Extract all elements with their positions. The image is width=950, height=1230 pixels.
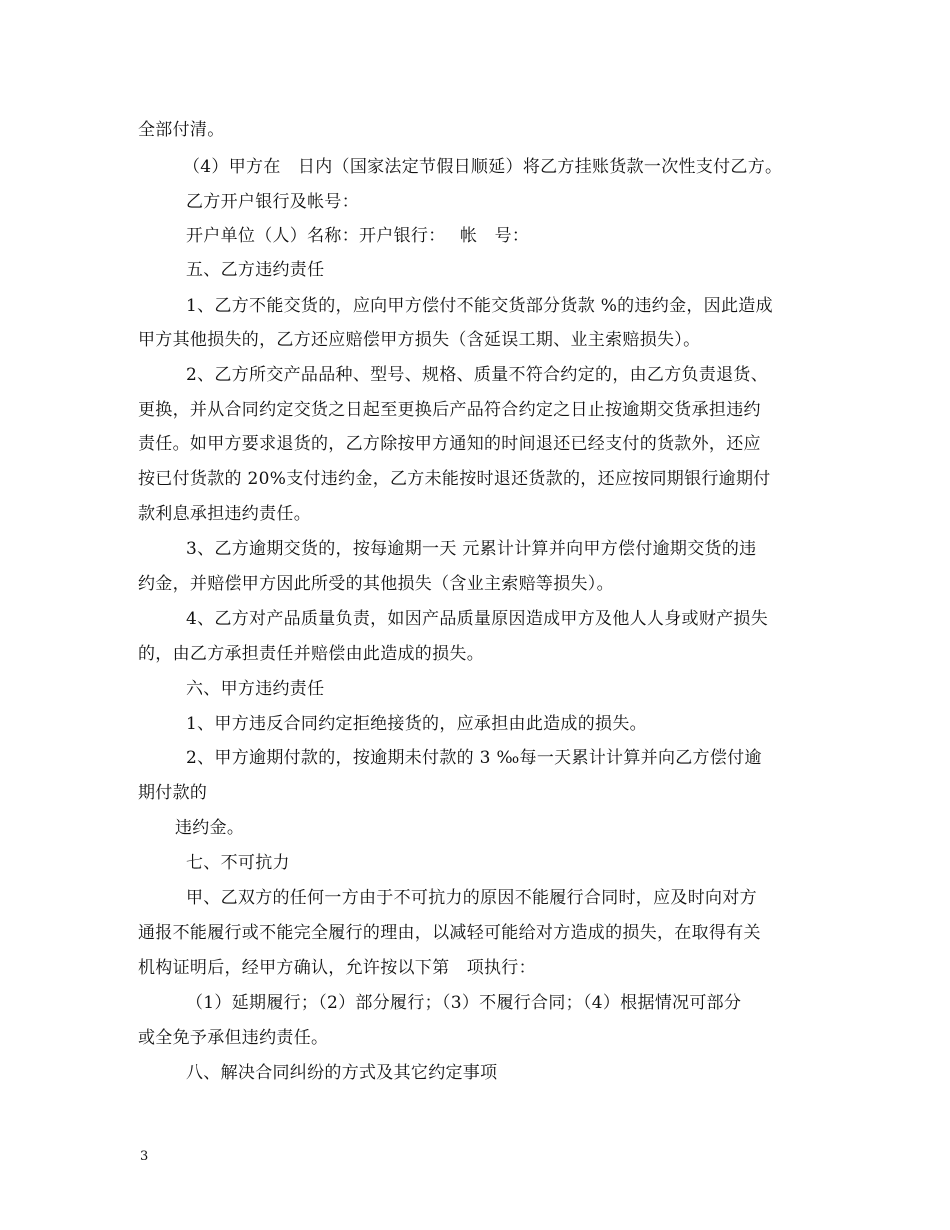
paragraph-line: 乙方开户银行及帐号： [186,192,359,212]
section-heading: 八、解决合同纠纷的方式及其它约定事项 [186,1063,498,1083]
paragraph-line: 1、甲方违反合同约定拒绝接货的，应承担由此造成的损失。 [186,714,647,734]
paragraph-line: 甲、乙双方的任何一方由于不可抗力的原因不能履行合同时，应及时向对方 [186,888,757,908]
paragraph-line: 4、乙方对产品质量负责，如因产品质量原因造成甲方及他人人身或财产损失 [186,609,769,629]
paragraph-line: 更换，并从合同约定交货之日起至更换后产品符合约定之日止按逾期交货承担违约 [138,400,761,420]
paragraph-line: 开户单位（人）名称：开户银行： 帐 号： [186,226,530,246]
paragraph-line: 2、甲方逾期付款的，按逾期未付款的 3 ‰每一天累计计算并向乙方偿付逾 [186,748,762,768]
paragraph-line: 机构证明后，经甲方确认，允许按以下第 项执行： [138,958,536,978]
paragraph-line: （4）甲方在 日内（国家法定节假日顺延）将乙方挂账货款一次性支付乙方。 [183,157,783,177]
paragraph-line: 按已付货款的 20%支付违约金，乙方未能按时退还货款的，还应按同期银行逾期付 [138,469,771,489]
paragraph-line: 的，由乙方承担责任并赔偿由此造成的损失。 [138,644,484,664]
paragraph-line: 或全免予承但违约责任。 [138,1028,329,1048]
section-heading: 六、甲方违约责任 [186,679,325,699]
paragraph-line: 约金，并赔偿甲方因此所受的其他损失（含业主索赔等损失）。 [138,574,614,594]
paragraph-line: 1、乙方不能交货的，应向甲方偿付不能交货部分货款 %的违约金，因此造成 [186,296,773,316]
paragraph-line: 通报不能履行或不能完全履行的理由，以减轻可能给对方造成的损失，在取得有关 [138,923,761,943]
paragraph-line: 违约金。 [175,818,245,838]
section-heading: 五、乙方违约责任 [186,260,325,280]
paragraph-line: 期付款的 [138,783,208,803]
paragraph-line: 款利息承担违约责任。 [138,504,311,524]
paragraph-line: （1）延期履行；（2）部分履行；（3）不履行合同；（4）根据情况可部分 [186,993,742,1013]
paragraph-line: 责任。如甲方要求退货的，乙方除按甲方通知的时间退还已经支付的货款外，还应 [138,434,761,454]
page-number: 3 [140,1149,149,1164]
paragraph-line: 3、乙方逾期交货的，按每逾期一天 元累计计算并向甲方偿付逾期交货的违 [186,539,757,559]
paragraph-line: 2、乙方所交产品品种、型号、规格、质量不符合约定的，由乙方负责退货、 [186,365,769,385]
paragraph-line: 全部付清。 [138,120,225,140]
paragraph-line: 甲方其他损失的，乙方还应赔偿甲方损失（含延误工期、业主索赔损失）。 [138,330,701,350]
section-heading: 七、不可抗力 [186,853,290,873]
